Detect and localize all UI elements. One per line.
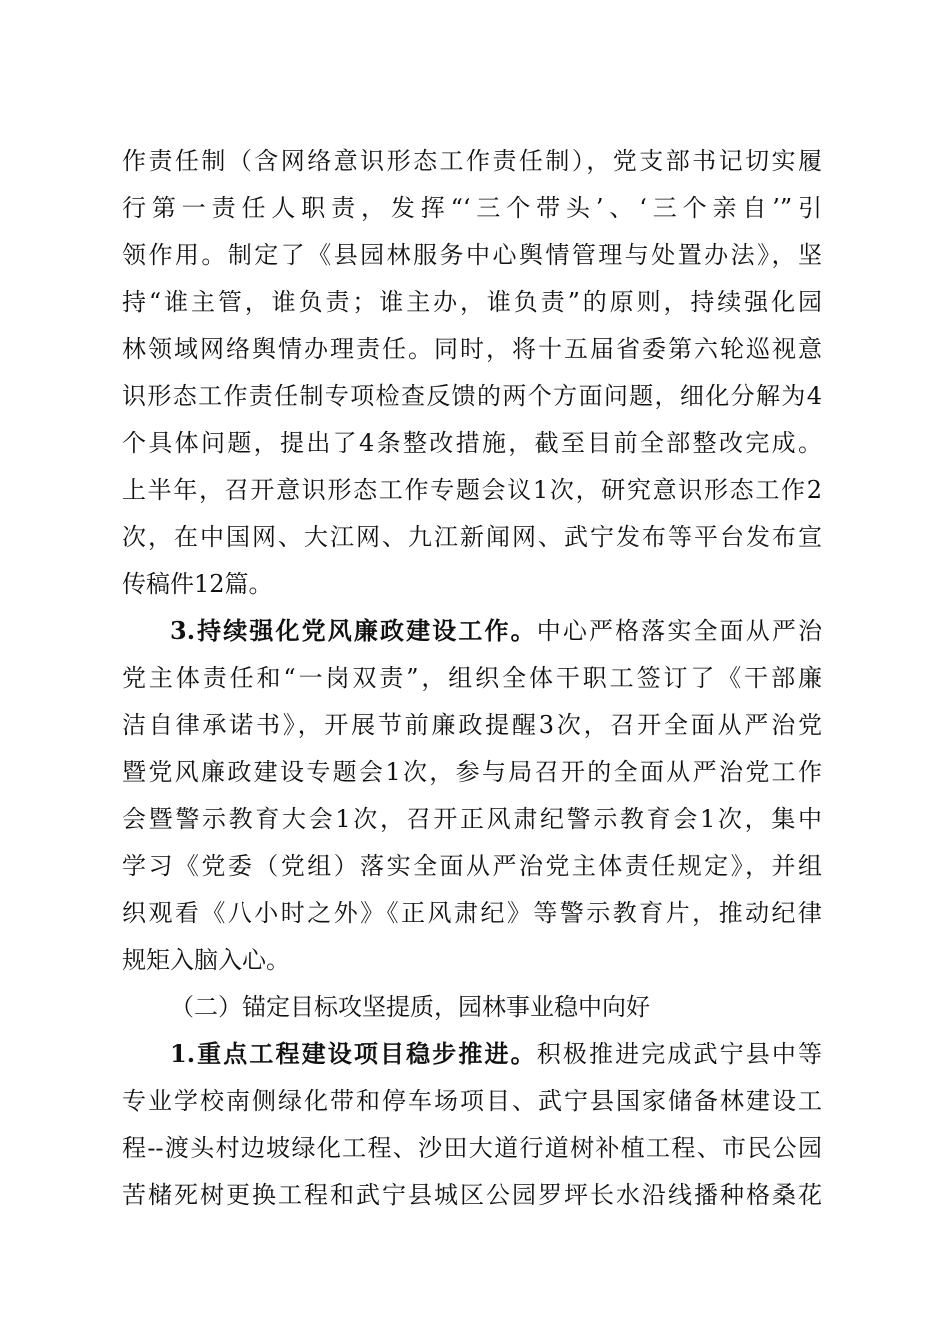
paragraph-1-line-4: 持“谁主管，谁负责；谁主办，谁负责”的原则，持续强化园	[122, 288, 822, 316]
paragraph-1-line-8: 上半年，召开意识形态工作专题会议1次，研究意识形态工作2	[122, 476, 822, 504]
paragraph-2-line-6: 学习《党委（党组）落实全面从严治党主体责任规定》，并组	[122, 852, 822, 880]
paragraph-1-line-9: 次，在中国网、大江网、九江新闻网、武宁发布等平台发布宣	[122, 523, 822, 551]
paragraph-3-line-2: 专业学校南侧绿化带和停车场项目、武宁县国家储备林建设工	[122, 1087, 822, 1115]
paragraph-2-first-line-text: 中心严格落实全面从严治	[536, 617, 823, 645]
paragraph-3-line-3: 程--渡头村边坡绿化工程、沙田大道行道树补植工程、市民公园	[122, 1134, 822, 1162]
paragraph-3-heading: 1.重点工程建设项目稳步推进。	[170, 1039, 537, 1068]
paragraph-2-line-8: 规矩入脑入心。	[122, 946, 290, 974]
paragraph-3-line-1	[170, 1034, 822, 1074]
paragraph-1-line-10: 传稿件12篇。	[122, 570, 273, 598]
paragraph-3-line-4: 苦槠死树更换工程和武宁县城区公园罗坪长水沿线播种格桑花	[122, 1181, 822, 1209]
paragraph-1-line-1: 作责任制（含网络意识形态工作责任制），党支部书记切实履	[122, 147, 822, 175]
paragraph-1-line-3: 领作用。制定了《县园林服务中心舆情管理与处置办法》，坚	[122, 241, 822, 269]
paragraph-2-line-1	[170, 611, 822, 651]
paragraph-1-line-7: 个具体问题，提出了4条整改措施，截至目前全部整改完成。	[122, 429, 822, 457]
paragraph-2-line-2: 党主体责任和“一岗双责”，组织全体干职工签订了《干部廉	[122, 664, 822, 692]
paragraph-1-line-6: 识形态工作责任制专项检查反馈的两个方面问题，细化分解为4	[122, 382, 822, 410]
paragraph-2-heading: 3.持续强化党风廉政建设工作。	[170, 616, 537, 645]
section-title: （二）锚定目标攻坚提质，园林事业稳中向好	[170, 993, 650, 1021]
paragraph-1-line-2: 行第一责任人职责，发挥“‘三个带头’、‘三个亲自’”引	[122, 194, 822, 222]
paragraph-1-line-5: 林领域网络舆情办理责任。同时，将十五届省委第六轮巡视意	[122, 335, 822, 363]
paragraph-3-first-line-text: 积极推进完成武宁县中等	[536, 1040, 823, 1068]
paragraph-2-line-5: 会暨警示教育大会1次，召开正风肃纪警示教育会1次，集中	[122, 805, 822, 833]
paragraph-2-line-3: 洁自律承诺书》，开展节前廉政提醒3次，召开全面从严治党	[122, 711, 822, 739]
paragraph-2-line-4: 暨党风廉政建设专题会1次，参与局召开的全面从严治党工作	[122, 758, 822, 786]
paragraph-2-line-7: 织观看《八小时之外》《正风肃纪》等警示教育片，推动纪律	[122, 899, 822, 927]
